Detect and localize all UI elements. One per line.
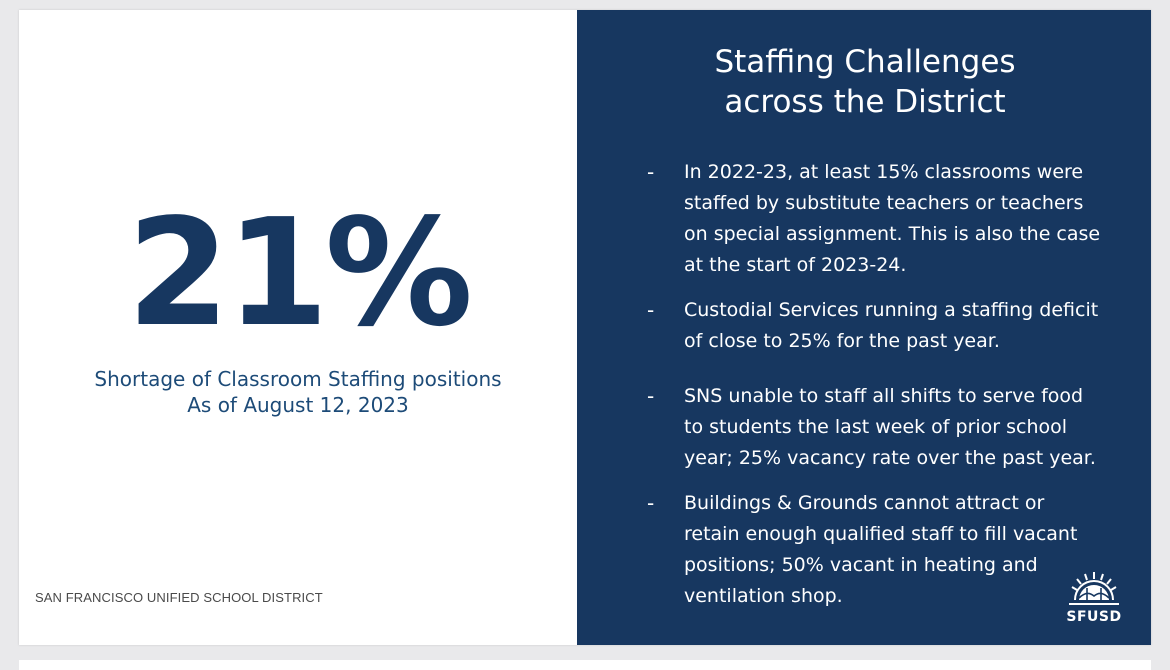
logo-wordmark: SFUSD [1066, 609, 1122, 625]
bullet-marker: - [647, 384, 655, 408]
bullet-marker: - [647, 298, 655, 322]
left-panel [19, 10, 577, 645]
right-panel [577, 10, 1151, 645]
next-slide-edge [19, 660, 1151, 670]
title-line-1: Staffing Challenges [714, 44, 1016, 80]
bullet-marker: - [647, 491, 655, 515]
bullet-text: In 2022-23, at least 15% classrooms were staffed by substitute teachers or teachers on special assignment. This is also the case at the start of 2023-24. [684, 161, 1101, 276]
bullet-text: Buildings & Grounds cannot attract or retain enough qualified staff to fill vacant positions; 50% vacant in heating and ventilation shop. [684, 492, 1078, 607]
headline-statistic: 21% [126, 187, 470, 359]
bullet-marker: - [647, 160, 655, 184]
statistic-caption [19, 366, 577, 418]
bullet-text: Custodial Services running a staffing deficit of close to 25% for the past year. [684, 299, 1099, 352]
title-line-2: across the District [724, 84, 1006, 120]
caption-line-2: As of August 12, 2023 [187, 393, 409, 417]
sfusd-logo [1061, 566, 1127, 630]
footer-organization: SAN FRANCISCO UNIFIED SCHOOL DISTRICT [35, 590, 323, 605]
caption-line-1: Shortage of Classroom Staffing positions [94, 367, 502, 391]
bullet-text: SNS unable to staff all shifts to serve food to students the last week of prior school year; 25% vacancy rate over the past year. [684, 385, 1096, 469]
slide [19, 10, 1151, 645]
sunrise-bridge-icon [1061, 566, 1127, 610]
bullet-list [577, 10, 1151, 645]
